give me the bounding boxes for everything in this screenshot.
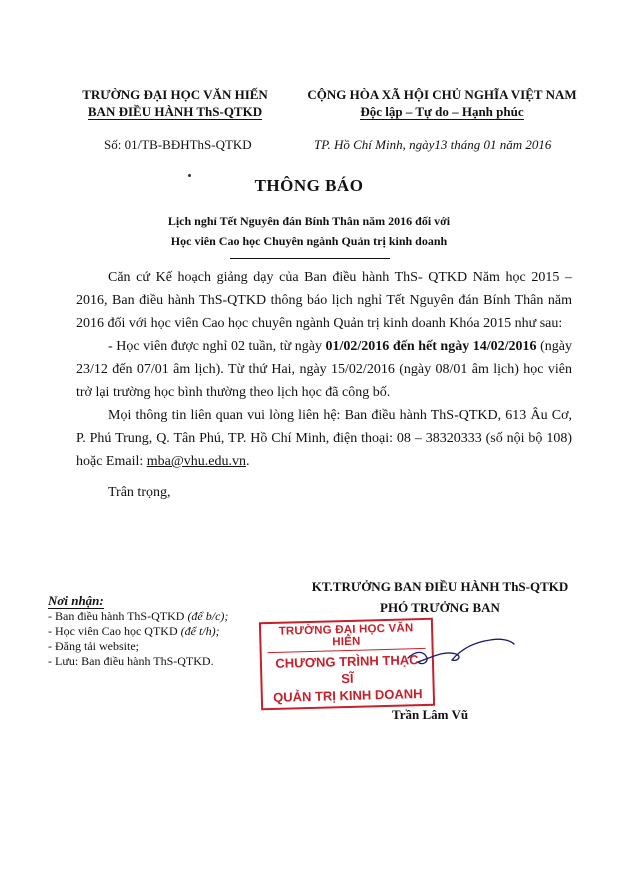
recipient-item: - Đăng tải website; bbox=[48, 639, 139, 653]
org-header-left bbox=[70, 86, 280, 120]
paragraph-schedule: - Học viên được nghỉ 02 tuần, từ ngày 01/02/2016 đến hết ngày 14/02/2016 (ngày 23/12 đến 07/01 âm lịch). Từ thứ Hai, ngày 15/02/2016 (ngày 08/01 âm lịch) học viên trở lại trường học bình thường theo lịch học đã công bố. bbox=[76, 339, 572, 400]
email-link[interactable]: mba@vhu.edu.vn bbox=[146, 454, 246, 469]
place-date: TP. Hồ Chí Minh, ngày13 tháng 01 năm 2016 bbox=[314, 137, 552, 152]
national-header-right bbox=[282, 86, 602, 120]
signer-name: Trần Lâm Vũ bbox=[392, 707, 469, 722]
document-subtitle-1: Lịch nghỉ Tết Nguyên đán Bính Thân năm 2016 đối với bbox=[167, 214, 451, 228]
stamp-line-2: CHƯƠNG TRÌNH THẠC SĨ bbox=[275, 652, 419, 687]
closing-greeting: Trân trọng, bbox=[108, 485, 171, 500]
document-subtitle-2: Học viên Cao học Chuyên ngành Quản trị kinh doanh bbox=[170, 234, 448, 248]
recipient-item: - Học viên Cao học QTKD (để t/h); bbox=[48, 624, 220, 638]
stamp-line-1: TRƯỜNG ĐẠI HỌC VĂN HIẾN bbox=[267, 622, 426, 653]
signer-role-line1: KT.TRƯỞNG BAN ĐIỀU HÀNH ThS-QTKD bbox=[311, 579, 569, 594]
recipients-heading: Nơi nhận: bbox=[48, 593, 104, 608]
document-title: THÔNG BÁO bbox=[254, 176, 364, 195]
document-body bbox=[76, 266, 572, 504]
title-divider bbox=[230, 258, 390, 259]
university-name: TRƯỜNG ĐẠI HỌC VĂN HIẾN bbox=[82, 87, 268, 102]
holiday-dates: 01/02/2016 đến hết ngày 14/02/2016 bbox=[325, 339, 537, 354]
signer-role-line2: PHÓ TRƯỞNG BAN bbox=[380, 600, 500, 615]
department-name: BAN ĐIỀU HÀNH ThS-QTKD bbox=[87, 104, 263, 119]
national-motto: Độc lập – Tự do – Hạnh phúc bbox=[360, 104, 524, 119]
signer-role bbox=[290, 576, 590, 618]
document-number: Số: 01/TB-BĐHThS-QTKD bbox=[104, 137, 252, 152]
handwritten-signature bbox=[400, 628, 520, 678]
recipient-item: - Lưu: Ban điều hành ThS-QTKD. bbox=[48, 654, 214, 668]
paragraph-basis: Căn cứ Kế hoạch giảng dạy của Ban điều hành ThS- QTKD Năm học 2015 – 2016, Ban điều hành ThS-QTKD thông báo lịch nghỉ Tết Nguyên đán Bính Thân năm 2016 đối với học viên Cao học chuyên ngành Quản trị kinh doanh Khóa 2015 như sau: bbox=[76, 270, 572, 331]
national-title: CỘNG HÒA XÃ HỘI CHỦ NGHĨA VIỆT NAM bbox=[307, 87, 577, 102]
stamp-line-3: QUẢN TRỊ KINH DOANH bbox=[272, 686, 423, 705]
paragraph-contact: Mọi thông tin liên quan vui lòng liên hệ: Ban điều hành ThS-QTKD, 613 Âu Cơ, P. Phú Trung, Q. Tân Phú, TP. Hồ Chí Minh, điện thoại: 08 – 38320333 (số nội bộ 108) hoặc Email: mba@vhu.edu.vn. bbox=[76, 408, 572, 469]
recipients-block bbox=[48, 593, 278, 669]
recipient-item: - Ban điều hành ThS-QTKD (để b/c); bbox=[48, 609, 229, 623]
